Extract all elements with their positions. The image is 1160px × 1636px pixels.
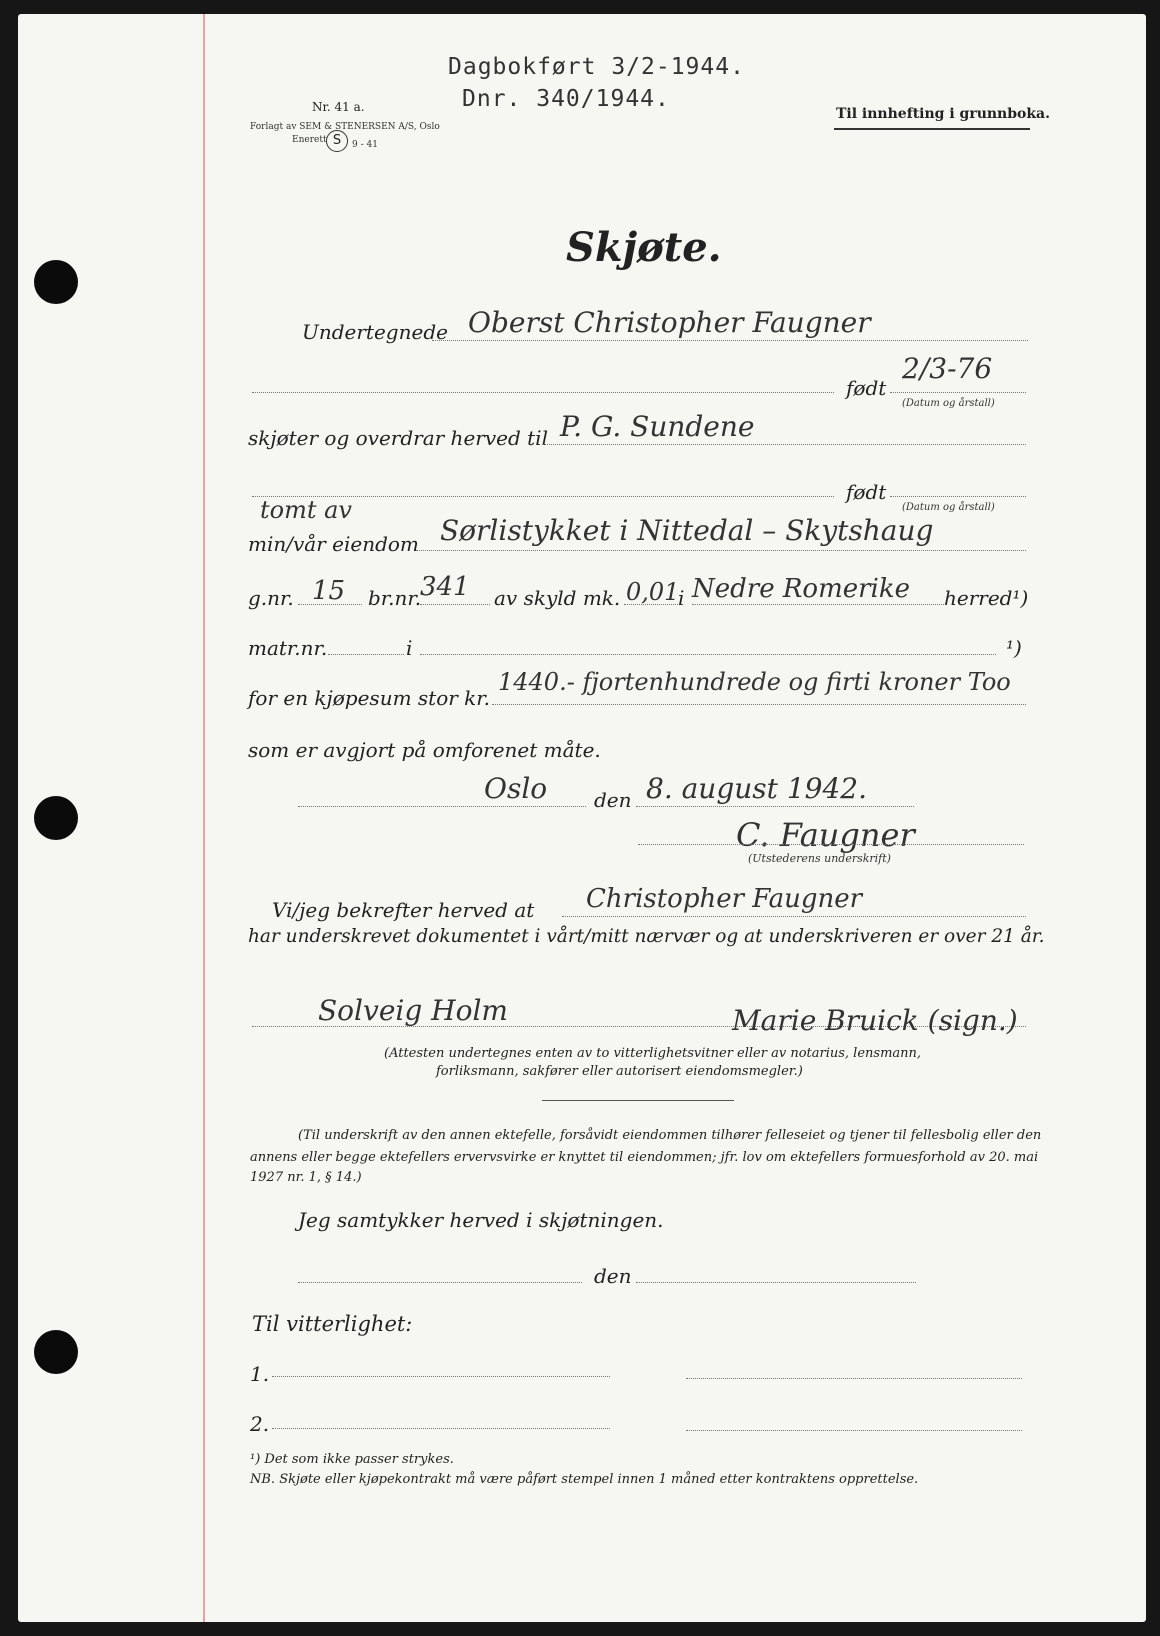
skyld-value: 0,01 [626,578,680,606]
signature-hint: (Utstederens underskrift) [748,852,891,865]
bekrefter-label: Vi/jeg bekrefter herved at [272,898,535,922]
skjoter-line [542,444,1026,445]
witness-2-line-right [686,1430,1022,1431]
skjoter-label: skjøter og overdrar herved til [248,426,548,450]
date-line [636,806,914,807]
place-line [298,806,586,807]
datum-hint-2: (Datum og årstall) [902,502,995,513]
eiendom-line [416,550,1026,551]
publisher-date: 9 - 41 [352,140,378,150]
i-label: i [678,586,685,610]
witness-1-line-right [686,1378,1022,1379]
bekrefter-value: Christopher Faugner [586,884,863,914]
date-value: 8. august 1942. [646,772,867,805]
gnr-value: 15 [312,576,346,606]
brnr-value: 341 [420,572,470,602]
issuer-signature: C. Faugner [736,816,915,854]
section-divider [542,1100,734,1101]
witness-number-1: 1. [250,1362,270,1386]
kjopesum-label: for en kjøpesum stor kr. [248,686,491,710]
footnote: ¹) Det som ikke passer strykes. [250,1452,454,1467]
nb-note: NB. Skjøte eller kjøpekontrakt må være påført stempel innen 1 måned etter kontraktens opprettelse. [250,1472,919,1487]
undertegnede-label: Undertegnede [302,320,448,344]
herred-value: Nedre Romerike [692,574,911,604]
place-value: Oslo [484,772,548,805]
fodt-value: 2/3-76 [902,352,993,385]
consent-place-line [298,1282,582,1283]
witness-1-signature: Solveig Holm [318,994,508,1027]
fodt-left-line [252,392,834,393]
gnr-label: g.nr. [248,586,294,610]
witness-number-2: 2. [250,1412,270,1436]
margin-rule [203,14,205,1622]
publisher-line: Forlagt av SEM & STENERSEN A/S, Oslo [250,122,440,132]
matr-label: matr.nr. [248,636,328,660]
witness-2-line-left [272,1428,610,1429]
undertegnede-line [432,340,1028,341]
avgjort-text: som er avgjort på omforenet måte. [248,738,601,762]
signature-line [638,844,1024,845]
fodt-line [890,392,1026,393]
binding-note: Til innhefting i grunnboka. [836,106,1051,122]
dnr-stamp: Dnr. 340/1944. [462,86,670,112]
fodt-label: født [846,376,887,400]
eiendom-label: min/vår eiendom [248,532,419,556]
witness-2-signature: Marie Bruick (sign.) [732,1004,1018,1037]
matr-end: ¹) [1006,636,1022,660]
punch-hole [34,796,78,840]
brnr-line [420,604,490,605]
bekrefter-line [562,916,1026,917]
punch-hole [34,1330,78,1374]
matr-line [328,654,404,655]
matr-i: i [406,636,413,660]
tomt-note: tomt av [260,496,352,524]
eiendom-value: Sørlistykket i Nittedal – Skytshaug [440,514,934,547]
spouse-note-2: annens eller begge ektefellers ervervsvirke er knyttet til eiendommen; jfr. lov om ektefellers formuesforhold av 20. mai [250,1150,1039,1165]
undertegnede-value: Oberst Christopher Faugner [468,306,871,339]
page-title: Skjøte. [566,224,722,271]
punch-hole [34,260,78,304]
skjoter-value: P. G. Sundene [560,410,755,443]
brnr-label: br.nr. [368,586,422,610]
publisher-logo: S [326,130,348,152]
vitterlighet-label: Til vitterlighet: [252,1312,413,1336]
kjopesum-line [492,704,1026,705]
skyld-label: av skyld mk. [494,586,621,610]
matr-i-line [420,654,996,655]
publisher-enerett: Enerett [292,135,327,145]
dagbok-stamp: Dagbokført 3/2-1944. [448,54,745,80]
den-label: den [594,788,632,812]
kjopesum-value: 1440.- fjortenhundrede og firti kroner Too [498,668,1011,696]
spouse-note-1: (Til underskrift av den annen ektefelle, forsåvidt eiendommen tilhører felleseiet og tjener til fellesbolig eller den [298,1128,1042,1143]
binding-underline [834,128,1030,130]
witness-1-line-left [272,1376,610,1377]
underskrevet-text: har underskrevet dokumentet i vårt/mitt nærvær og at underskriveren er over 21 år. [248,926,1045,947]
consent-den-label: den [594,1264,632,1288]
consent-text: Jeg samtykker herved i skjøtningen. [298,1208,664,1232]
consent-date-line [636,1282,916,1283]
attest-line-1: (Attesten undertegnes enten av to vitterlighetsvitner eller av notarius, lensmann, [384,1046,922,1061]
datum-hint: (Datum og årstall) [902,398,995,409]
fodt2-label: født [846,480,887,504]
herred-line [692,604,944,605]
form-number: Nr. 41 a. [312,100,365,114]
attest-line-2: forliksmann, sakfører eller autorisert eiendomsmegler.) [436,1064,803,1079]
fodt2-line [890,496,1026,497]
spouse-note-3: 1927 nr. 1, § 14.) [250,1170,362,1185]
herred-label: herred¹) [944,586,1029,610]
